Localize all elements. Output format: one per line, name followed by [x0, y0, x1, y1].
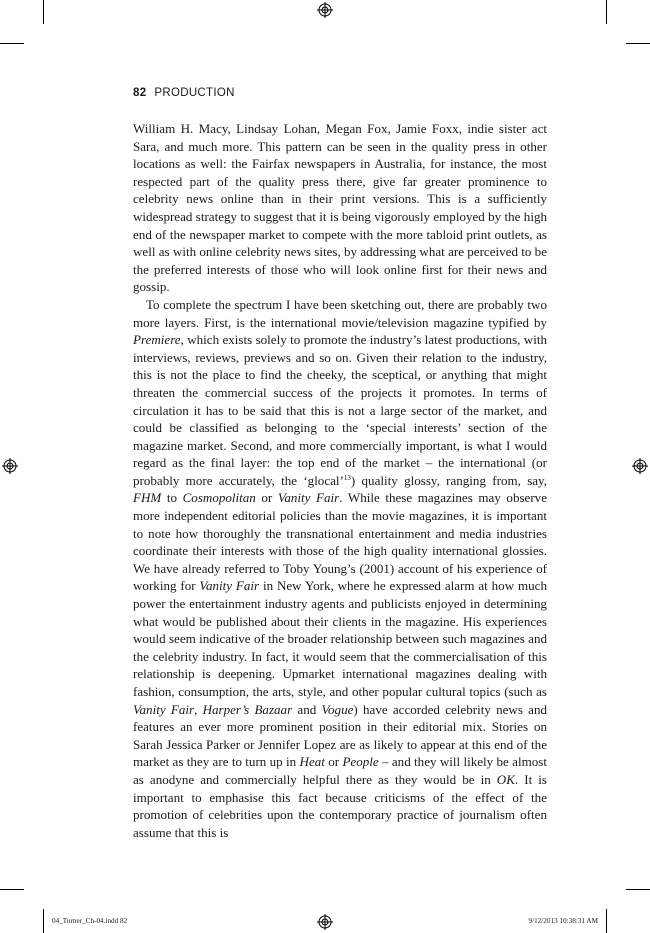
text-run: and — [292, 701, 322, 717]
page-number: 82 — [133, 87, 147, 99]
text-run: , which exists solely to promote the industry’s latest productions, with interviews, reviews, previews and so on. Given their relation to the industry, this is not the place to find the cheeky, the sceptical, or anything that might threaten the commercial success of the projects it promotes. In terms of circulation it has to be said that this is not a large sector of the market, and could be classified as belonging to the ‘special interests’ section of the magazine market. Second, and more commercially important, is what I would regard as the final layer: the top end of the market – the international (or probably more accurately, the ‘glocal’ — [133, 332, 547, 488]
text-run: To complete the spectrum I have been sketching out, there are probably two more layers. First, is the international movie/television magazine typified by — [133, 296, 547, 330]
section-title: PRODUCTION — [154, 87, 235, 99]
italic-title: Vanity Fair — [199, 578, 260, 594]
running-head — [133, 87, 235, 99]
text-run: or — [324, 754, 343, 770]
italic-title: Heat — [299, 754, 325, 770]
crop-mark — [0, 43, 24, 44]
text-run: , — [194, 701, 203, 717]
registration-mark-icon — [632, 458, 648, 474]
body-text — [133, 120, 547, 841]
footnote-ref: 13 — [343, 473, 351, 482]
registration-mark-icon — [317, 914, 333, 930]
text-run: ) have accorded celebrity news and features an ever more prominent position in their editorial mix. Stories on Sarah Jessica Parker or Jennifer Lopez are as likely to appear at this end of the market as they are to turn up in — [133, 701, 547, 770]
registration-mark-icon — [317, 2, 333, 18]
crop-mark — [43, 909, 44, 933]
text-run: – and they will likely be almost as anodyne and commercially helpful there as they would be in — [133, 754, 547, 787]
crop-mark — [606, 909, 607, 933]
italic-title: Cosmopolitan — [182, 490, 256, 506]
italic-title: FHM — [133, 490, 162, 506]
italic-title: Vanity Fair — [277, 490, 340, 506]
slug-filename: 04_Turner_Ch-04.indd 82 — [52, 917, 128, 925]
text-run: to — [161, 490, 183, 506]
text-run: or — [255, 490, 278, 506]
crop-mark — [626, 889, 650, 890]
text-run: . It is important to emphasise this fact because criticisms of the effect of the promotion of celebrities upon the contemporary practice of journalism often assume that this is — [133, 771, 547, 840]
registration-mark-icon — [2, 458, 18, 474]
italic-title: OK — [496, 771, 515, 787]
paragraph — [133, 120, 547, 296]
slug-timestamp: 9/12/2013 10:38:31 AM — [528, 917, 598, 925]
crop-mark — [43, 0, 44, 24]
text-run: ) quality glossy, ranging from, say, — [350, 472, 548, 488]
crop-mark — [0, 889, 24, 890]
text-run: . While these magazines may observe more independent editorial policies than the movie magazines, it is important to note how thoroughly the transnational entertainment and media industries coordinate their interests with those of the high quality international glossies. We have already referred to Toby Young’s (2001) account of his experience of working for — [133, 490, 548, 594]
text-run: in New York, where he expressed alarm at how much power the entertainment industry agents and publicists enjoyed in determining what would be published about their clients in the magazine. His experiences would seem indicative of the broader relationship between such magazines and the celebrity industry. In fact, it would seem that the commercialisation of this relationship is deepening. Upmarket international magazines dealing with fashion, consumption, the arts, style, and other popular cultural topics (such as — [133, 578, 547, 699]
text-run: William H. Macy, Lindsay Lohan, Megan Fox, Jamie Foxx, indie sister act Sara, and much more. This pattern can be seen in the quality press in other locations as well: the Fairfax newspapers in Australia, for instance, the most respected part of the quality press there, give far greater prominence to celebrity news online than in their print versions. This is a sufficiently widespread strategy to suggest that it is being vigorously employed by the high end of the newspaper market to compete with the more tabloid print outlets, as well as with online celebrity news sites, by addressing what are perceived to be the preferred interests of those who will look online first for their news and gossip. — [133, 121, 547, 295]
crop-mark — [626, 43, 650, 44]
italic-title: Premiere — [133, 332, 181, 348]
italic-title: People — [342, 754, 379, 770]
paragraph — [133, 296, 547, 841]
crop-mark — [606, 0, 607, 24]
italic-title: Vanity Fair — [133, 701, 195, 717]
italic-title: Harper’s Bazaar — [202, 701, 293, 717]
italic-title: Vogue — [321, 701, 354, 717]
